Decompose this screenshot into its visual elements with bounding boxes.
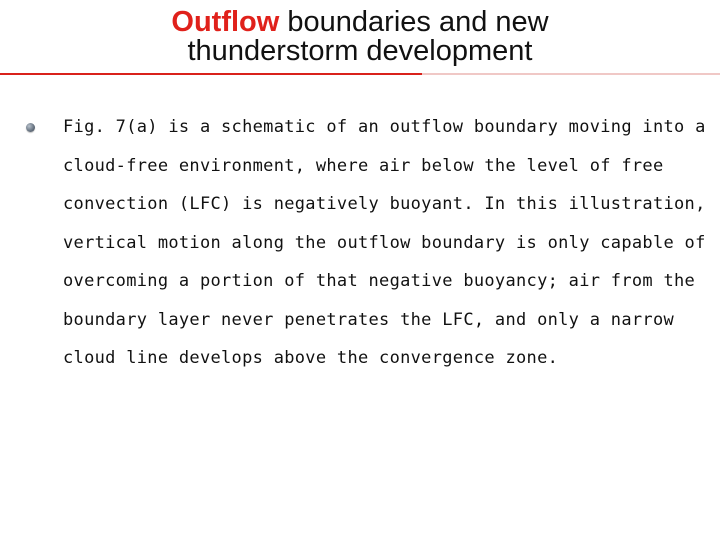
- slide-title: [0, 8, 720, 66]
- title-accent-word: Outflow: [171, 6, 280, 38]
- title-line-2: thunderstorm development: [187, 35, 533, 67]
- bullet-text-line: overcoming a portion of that negative buoyancy; air from the: [63, 271, 696, 291]
- bullet-text-line: cloud line develops above the convergence zone.: [63, 348, 559, 368]
- bullet-text-line: boundary layer never penetrates the LFC, and only a narrow: [63, 309, 675, 330]
- bullet-text-line: convection (LFC) is negatively buoyant. In this illustration,: [63, 194, 706, 214]
- bullet-text-line: Fig. 7(a) is a schematic of an outflow boundary moving into a: [63, 117, 706, 137]
- title-line-1-rest: boundaries and new: [279, 6, 549, 38]
- bullet-text-line: cloud-free environment, where air below the level of free: [63, 155, 664, 176]
- title-divider-fade: [422, 73, 720, 75]
- bullet-text-line: vertical motion along the outflow boundary is only capable of: [63, 232, 706, 253]
- round-bullet-icon: [26, 123, 35, 132]
- bullet-paragraph: [63, 108, 706, 378]
- title-line-1: [0, 8, 720, 37]
- title-divider: [0, 73, 422, 75]
